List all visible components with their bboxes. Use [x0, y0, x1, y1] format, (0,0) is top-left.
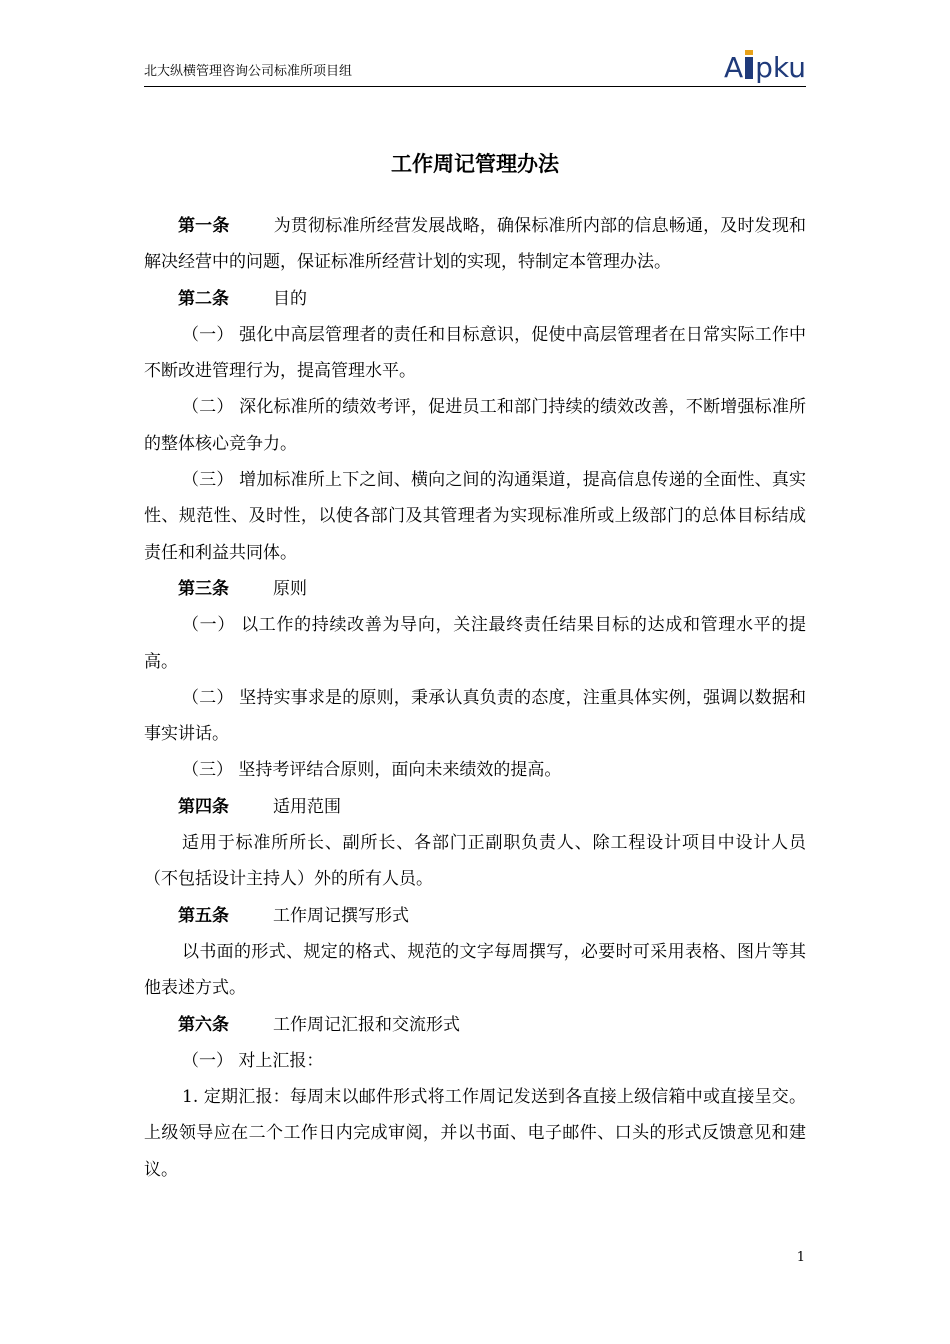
article-3-item-3: （三） 坚持考评结合原则，面向未来绩效的提高。	[182, 760, 562, 781]
article-2-item-3: （三） 增加标准所上下之间、横向之间的沟通渠道，提高信息传递的全面性、真实性、规范性、及时性，以使各部门及其管理者为实现标准所或上级部门的总体目标结成责任和利益共同体。	[144, 470, 806, 563]
header-org-name: 北大纵横管理咨询公司标准所项目组	[144, 64, 353, 79]
document-title: 工作周记管理办法	[391, 151, 559, 176]
company-logo	[724, 52, 806, 82]
article-text: 原则	[273, 578, 307, 599]
page-header	[144, 51, 806, 87]
document-body	[144, 208, 806, 1188]
article-5-body: 以书面的形式、规定的格式、规范的文字每周撰写，必要时可采用表格、图片等其他表述方式。	[144, 941, 806, 999]
article-2-item-1: （一） 强化中高层管理者的责任和目标意识，促使中高层管理者在日常实际工作中不断改进管理行为，提高管理水平。	[144, 324, 806, 382]
article-label: 第六条	[178, 1014, 229, 1035]
article-4	[144, 789, 806, 825]
page-number: 1	[796, 1250, 805, 1265]
article-3	[144, 571, 806, 607]
article-1	[144, 208, 806, 281]
article-5	[144, 898, 806, 934]
article-4-body: 适用于标准所所长、副所长、各部门正副职负责人、除工程设计项目中设计人员（不包括设计主持人）外的所有人员。	[144, 833, 806, 890]
article-label: 第一条	[178, 216, 230, 236]
logo-text: pku	[755, 51, 806, 84]
article-text: 适用范围	[273, 796, 341, 817]
article-text: 目的	[273, 288, 307, 309]
article-3-item-1: （一） 以工作的持续改善为导向，关注最终责任结果目标的达成和管理水平的提高。	[144, 615, 806, 672]
article-label: 第二条	[178, 288, 229, 309]
article-label: 第三条	[178, 578, 229, 599]
article-2-item-2: （二） 深化标准所的绩效考评，促进员工和部门持续的绩效改善，不断增强标准所的整体核心竞争力。	[144, 397, 806, 454]
article-6	[144, 1007, 806, 1043]
article-3-item-2: （二） 坚持实事求是的原则，秉承认真负责的态度，注重具体实例，强调以数据和事实讲话。	[144, 687, 806, 745]
article-6-item-2: 1. 定期汇报：每周末以邮件形式将工作周记发送到各直接上级信箱中或直接呈交。上级领导应在二个工作日内完成审阅，并以书面、电子邮件、口头的形式反馈意见和建议。	[144, 1087, 806, 1180]
article-text: 工作周记撰写形式	[273, 905, 409, 926]
article-text: 为贯彻标准所经营发展战略，确保标准所内部的信息畅通，及时发现和解决经营中的问题，保证标准所经营计划的实现，特制定本管理办法。	[144, 216, 807, 273]
article-label: 第四条	[178, 796, 229, 817]
page-number-footer	[0, 1250, 950, 1265]
logo-bar-icon	[745, 57, 753, 79]
article-6-item-1: （一） 对上汇报：	[182, 1050, 324, 1071]
logo-letter: A	[723, 51, 744, 84]
article-text: 工作周记汇报和交流形式	[273, 1014, 460, 1035]
article-2	[144, 281, 806, 317]
article-label: 第五条	[178, 905, 229, 926]
